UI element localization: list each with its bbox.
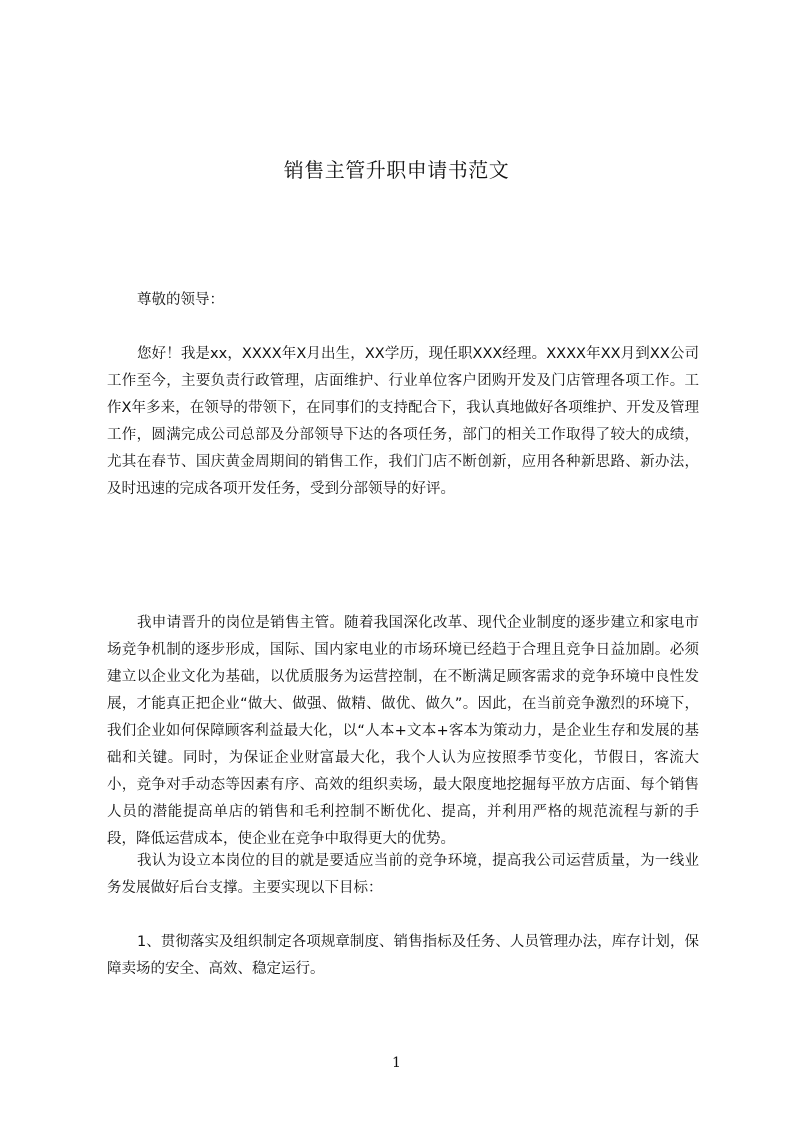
paragraph-position-application: 我申请晋升的岗位是销售主管。随着我国深化改革、现代企业制度的逐步建立和家电市场竞争机制的逐步形成，国际、国内家电业的市场环境已经趋于合理且竞争日益加剧。必须建立以企业文化为基础，以优质服务为运营控制，在不断满足顾客需求的竞争环境中良性发展，才能真正把企业“做大、做强、做精、做优、做久”。因此，在当前竞争激烈的环境下，我们企业如何保障顾客利益最大化，以“人本+文本+客本为策动力，是企业生存和发展的基础和关键。同时，为保证企业财富最大化，我个人认为应按照季节变化，节假日，客流大小，竞争对手动态等因素有序、高效的组织卖场，最大限度地挖掘每平放方店面、每个销售人员的潜能提高单店的销售和毛利控制不断优化、提高，并利用严格的规范流程与新的手段，降低运营成本，使企业在竞争中取得更大的优势。 [107, 615, 699, 847]
paragraph-self-introduction: 您好！我是xx，XXXX年X月出生，XX学历，现任职XXX经理。XXXX年XX月到XX公司工作至今，主要负责行政管理，店面维护、行业单位客户团购开发及门店管理各项工作。工作X年多来，在领导的带领下，在同事们的支持配合下，我认真地做好各项维护、开发及管理工作，圆满完成公司总部及分部领导下达的各项任务，部门的相关工作取得了较大的成绩，尤其在春节、国庆黄金周期间的销售工作，我们门店不断创新，应用各种新思路、新办法，及时迅速的完成各项开发任务，受到分部领导的好评。 [107, 346, 699, 497]
paragraph-goal-one: 1、贯彻落实及组织制定各项规章制度、销售指标及任务、人员管理办法，库存计划，保障卖场的安全、高效、稳定运行。 [107, 934, 699, 977]
page-number: 1 [392, 1055, 401, 1071]
paragraph-position-purpose: 我认为设立本岗位的目的就是要适应当前的竞争环境，提高我公司运营质量，为一线业务发展做好后台支撑。主要实现以下目标： [107, 853, 699, 896]
document-title: 销售主管升职申请书范文 [283, 158, 510, 183]
greeting-text: 尊敬的领导： [137, 292, 224, 308]
